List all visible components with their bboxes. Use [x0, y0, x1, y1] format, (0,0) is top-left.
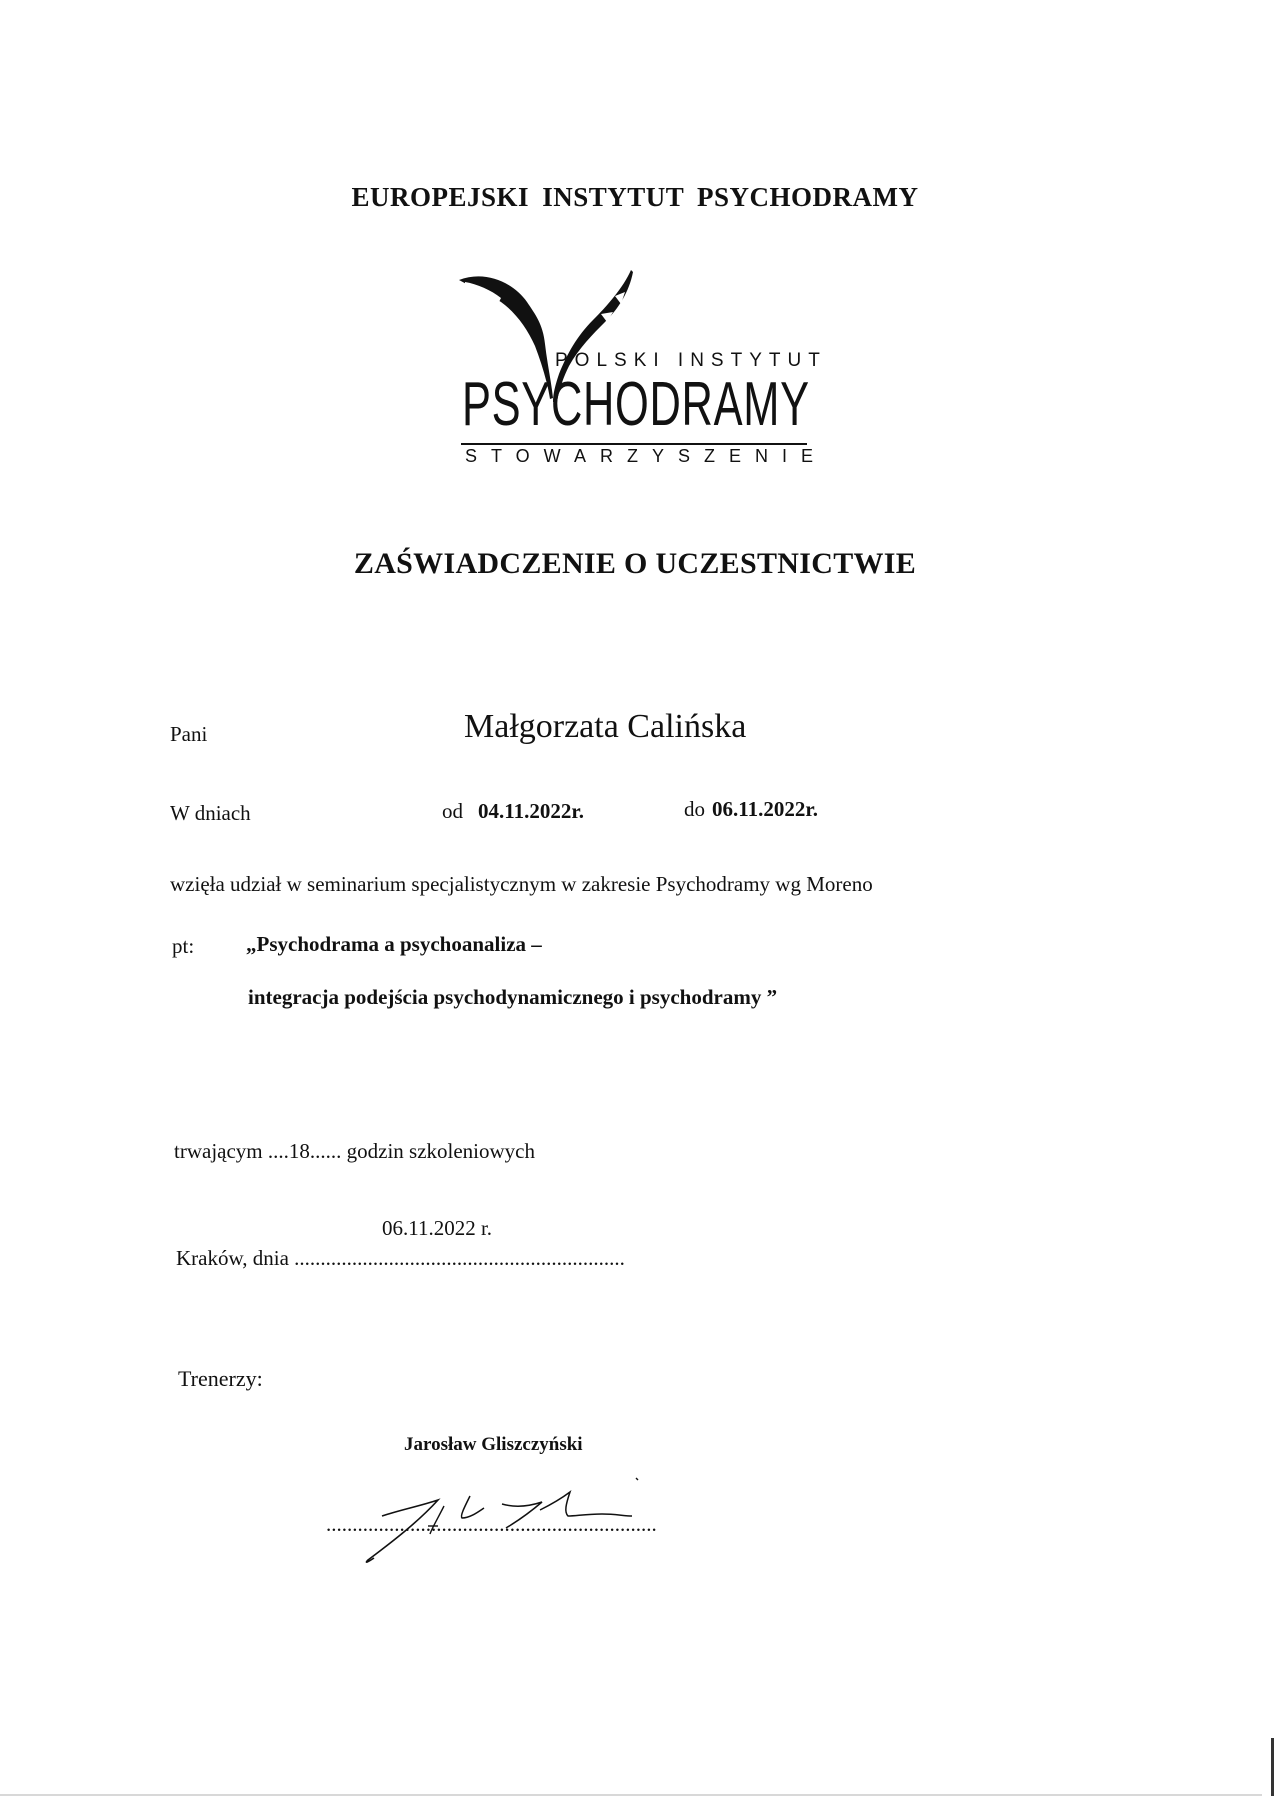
logo-sub-text: STOWARZYSZENIE — [465, 446, 828, 466]
date-from: 04.11.2022r. — [478, 799, 584, 823]
date-to-prefix: do — [684, 797, 705, 821]
logo-top-text: POLSKI INSTYTUT — [555, 350, 827, 371]
trainers-label: Trenerzy: — [178, 1366, 263, 1391]
topic-line-1: „Psychodrama a psychoanaliza – — [246, 932, 542, 956]
salutation: Pani — [170, 722, 208, 746]
handwritten-signature-icon — [320, 1470, 700, 1570]
place-date-label: Kraków, dnia ............................................................... — [176, 1246, 625, 1270]
document-title: ZAŚWIADCZENIE O UCZESTNICTWIE — [353, 547, 917, 580]
signature-line: ............................................................... — [326, 1512, 657, 1536]
recipient-name: Małgorzata Calińska — [464, 708, 747, 745]
trainer-name: Jarosław Gliszczyński — [404, 1434, 583, 1455]
scan-edge-mark — [1271, 1738, 1274, 1796]
scan-bottom-edge — [0, 1794, 1262, 1796]
seminar-statement: wzięła udział w seminarium specjalistycznym w zakresie Psychodramy wg Moreno — [170, 872, 873, 896]
date-from-prefix: od — [442, 799, 463, 823]
duration-text: trwającym ....18...... godzin szkoleniowych — [174, 1139, 535, 1163]
issue-date: 06.11.2022 r. — [382, 1216, 493, 1240]
logo-main-text: PSYCHODRAMY — [462, 370, 810, 439]
dates-label: W dniach — [170, 801, 251, 825]
date-to: 06.11.2022r. — [712, 797, 818, 821]
topic-line-2: integracja podejścia psychodynamicznego i psychodramy ” — [248, 985, 778, 1009]
institute-name: EUROPEJSKI INSTYTUT PSYCHODRAMY — [351, 182, 919, 212]
topic-label: pt: — [172, 934, 195, 958]
